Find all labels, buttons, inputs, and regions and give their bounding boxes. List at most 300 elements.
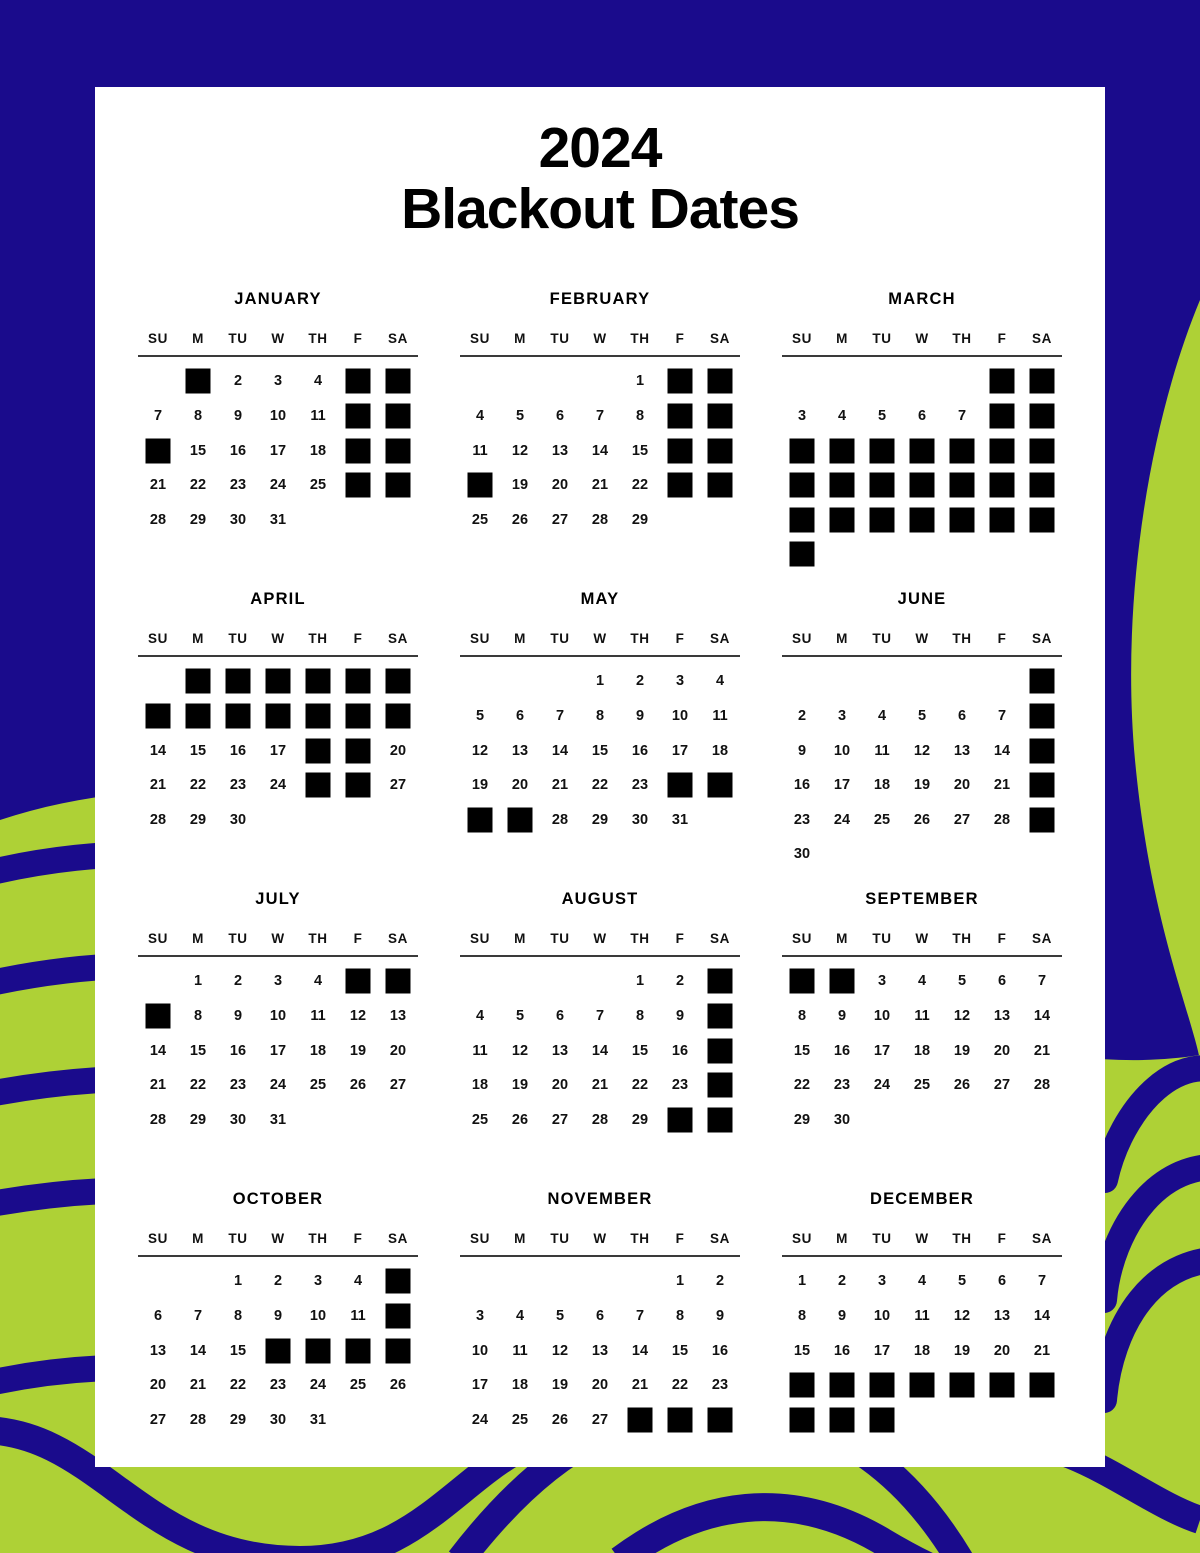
day-cell[interactable]: 27 — [389, 777, 407, 794]
day-cell-blackout[interactable] — [178, 664, 218, 699]
day-cell[interactable]: 1 — [797, 1273, 807, 1290]
day-cell[interactable]: 22 — [793, 1077, 811, 1094]
day-cell[interactable]: 28 — [149, 811, 167, 828]
day-cell[interactable]: 20 — [551, 1077, 569, 1094]
day-cell[interactable]: 26 — [953, 1077, 971, 1094]
day-cell[interactable]: 14 — [993, 742, 1011, 759]
day-cell[interactable]: 29 — [189, 811, 207, 828]
day-cell[interactable]: 24 — [269, 777, 287, 794]
day-cell[interactable]: 13 — [551, 442, 569, 459]
day-cell[interactable]: 13 — [953, 742, 971, 759]
day-cell[interactable]: 17 — [471, 1377, 489, 1394]
day-cell[interactable]: 14 — [1033, 1307, 1051, 1324]
day-cell[interactable]: 8 — [675, 1307, 685, 1324]
day-cell[interactable]: 7 — [555, 707, 565, 724]
day-cell-blackout[interactable] — [620, 1402, 660, 1437]
day-cell[interactable]: 8 — [595, 707, 605, 724]
day-cell[interactable]: 15 — [189, 742, 207, 759]
day-cell[interactable]: 14 — [189, 1342, 207, 1359]
day-cell[interactable]: 7 — [595, 1007, 605, 1024]
day-cell[interactable]: 20 — [953, 777, 971, 794]
day-cell[interactable]: 21 — [1033, 1042, 1051, 1059]
day-cell[interactable]: 24 — [309, 1377, 327, 1394]
day-cell-blackout[interactable] — [1022, 399, 1062, 434]
day-cell[interactable]: 5 — [957, 1273, 967, 1290]
day-cell-blackout[interactable] — [782, 502, 822, 537]
day-cell[interactable]: 11 — [914, 1307, 930, 1324]
day-cell-blackout[interactable] — [378, 664, 418, 699]
day-cell[interactable]: 8 — [797, 1307, 807, 1324]
day-cell[interactable]: 26 — [389, 1377, 407, 1394]
day-cell[interactable]: 21 — [149, 777, 167, 794]
day-cell-blackout[interactable] — [338, 768, 378, 803]
day-cell[interactable]: 25 — [913, 1077, 931, 1094]
day-cell[interactable]: 22 — [189, 777, 207, 794]
day-cell[interactable]: 16 — [229, 742, 247, 759]
day-cell-blackout[interactable] — [700, 964, 740, 999]
day-cell[interactable]: 15 — [591, 742, 609, 759]
day-cell-blackout[interactable] — [298, 1333, 338, 1368]
day-cell[interactable]: 6 — [555, 407, 565, 424]
day-cell[interactable]: 18 — [711, 742, 729, 759]
day-cell[interactable]: 21 — [189, 1377, 207, 1394]
day-cell[interactable]: 3 — [797, 407, 807, 424]
day-cell[interactable]: 4 — [715, 673, 725, 690]
day-cell-blackout[interactable] — [982, 468, 1022, 503]
day-cell[interactable]: 9 — [837, 1307, 847, 1324]
day-cell-blackout[interactable] — [338, 1333, 378, 1368]
day-cell[interactable]: 12 — [349, 1007, 367, 1024]
day-cell-blackout[interactable] — [822, 1368, 862, 1403]
day-cell[interactable]: 4 — [917, 973, 927, 990]
day-cell[interactable]: 5 — [917, 707, 927, 724]
day-cell[interactable]: 3 — [273, 973, 283, 990]
day-cell[interactable]: 26 — [551, 1411, 569, 1428]
day-cell[interactable]: 10 — [269, 407, 287, 424]
day-cell-blackout[interactable] — [982, 364, 1022, 399]
day-cell[interactable]: 23 — [711, 1377, 729, 1394]
day-cell-blackout[interactable] — [660, 1402, 700, 1437]
day-cell[interactable]: 28 — [591, 1111, 609, 1128]
day-cell[interactable]: 29 — [591, 811, 609, 828]
day-cell[interactable]: 26 — [913, 811, 931, 828]
day-cell[interactable]: 16 — [229, 1042, 247, 1059]
day-cell[interactable]: 21 — [551, 777, 569, 794]
day-cell-blackout[interactable] — [298, 664, 338, 699]
day-cell[interactable]: 21 — [149, 477, 167, 494]
day-cell[interactable]: 7 — [635, 1307, 645, 1324]
day-cell[interactable]: 13 — [591, 1342, 609, 1359]
day-cell-blackout[interactable] — [902, 502, 942, 537]
day-cell[interactable]: 31 — [309, 1411, 327, 1428]
day-cell[interactable]: 29 — [189, 1111, 207, 1128]
day-cell[interactable]: 20 — [149, 1377, 167, 1394]
day-cell-blackout[interactable] — [782, 433, 822, 468]
day-cell-blackout[interactable] — [862, 1402, 902, 1437]
day-cell[interactable]: 28 — [149, 511, 167, 528]
day-cell-blackout[interactable] — [338, 733, 378, 768]
day-cell[interactable]: 4 — [475, 407, 485, 424]
day-cell-blackout[interactable] — [338, 664, 378, 699]
day-cell-blackout[interactable] — [942, 502, 982, 537]
day-cell-blackout[interactable] — [782, 537, 822, 572]
day-cell-blackout[interactable] — [982, 1368, 1022, 1403]
day-cell[interactable]: 2 — [837, 1273, 847, 1290]
day-cell[interactable]: 21 — [1033, 1342, 1051, 1359]
day-cell[interactable]: 12 — [511, 442, 529, 459]
day-cell[interactable]: 6 — [957, 707, 967, 724]
day-cell[interactable]: 29 — [793, 1111, 811, 1128]
day-cell[interactable]: 12 — [953, 1307, 971, 1324]
day-cell[interactable]: 23 — [269, 1377, 287, 1394]
day-cell[interactable]: 23 — [229, 477, 247, 494]
day-cell[interactable]: 27 — [591, 1411, 609, 1428]
day-cell[interactable]: 24 — [269, 477, 287, 494]
day-cell[interactable]: 27 — [993, 1077, 1011, 1094]
day-cell[interactable]: 6 — [555, 1007, 565, 1024]
day-cell[interactable]: 2 — [233, 973, 243, 990]
day-cell[interactable]: 20 — [993, 1042, 1011, 1059]
day-cell-blackout[interactable] — [378, 468, 418, 503]
day-cell[interactable]: 30 — [229, 511, 247, 528]
day-cell[interactable]: 16 — [711, 1342, 729, 1359]
day-cell[interactable]: 24 — [873, 1077, 891, 1094]
day-cell[interactable]: 19 — [953, 1342, 971, 1359]
day-cell-blackout[interactable] — [660, 399, 700, 434]
day-cell[interactable]: 25 — [349, 1377, 367, 1394]
day-cell[interactable]: 21 — [993, 777, 1011, 794]
day-cell-blackout[interactable] — [378, 399, 418, 434]
day-cell[interactable]: 21 — [591, 1077, 609, 1094]
day-cell[interactable]: 4 — [313, 973, 323, 990]
day-cell[interactable]: 12 — [551, 1342, 569, 1359]
day-cell[interactable]: 10 — [309, 1307, 327, 1324]
day-cell-blackout[interactable] — [700, 399, 740, 434]
day-cell-blackout[interactable] — [1022, 699, 1062, 734]
day-cell[interactable]: 30 — [833, 1111, 851, 1128]
day-cell-blackout[interactable] — [1022, 468, 1062, 503]
day-cell[interactable]: 6 — [917, 407, 927, 424]
day-cell-blackout[interactable] — [378, 1333, 418, 1368]
day-cell-blackout[interactable] — [218, 699, 258, 734]
day-cell[interactable]: 27 — [551, 511, 569, 528]
day-cell[interactable]: 7 — [153, 407, 163, 424]
day-cell[interactable]: 13 — [389, 1007, 407, 1024]
day-cell[interactable]: 2 — [675, 973, 685, 990]
day-cell[interactable]: 5 — [515, 1007, 525, 1024]
day-cell[interactable]: 17 — [873, 1042, 891, 1059]
day-cell[interactable]: 20 — [993, 1342, 1011, 1359]
day-cell[interactable]: 20 — [389, 1042, 407, 1059]
day-cell[interactable]: 6 — [153, 1307, 163, 1324]
day-cell[interactable]: 11 — [310, 407, 326, 424]
day-cell[interactable]: 24 — [471, 1411, 489, 1428]
day-cell-blackout[interactable] — [338, 699, 378, 734]
day-cell[interactable]: 1 — [635, 973, 645, 990]
day-cell[interactable]: 20 — [389, 742, 407, 759]
day-cell[interactable]: 8 — [193, 407, 203, 424]
day-cell[interactable]: 9 — [837, 1007, 847, 1024]
day-cell[interactable]: 21 — [591, 477, 609, 494]
day-cell-blackout[interactable] — [902, 433, 942, 468]
day-cell-blackout[interactable] — [500, 802, 540, 837]
day-cell-blackout[interactable] — [862, 1368, 902, 1403]
day-cell[interactable]: 15 — [189, 442, 207, 459]
day-cell[interactable]: 10 — [671, 707, 689, 724]
day-cell-blackout[interactable] — [378, 433, 418, 468]
day-cell[interactable]: 23 — [671, 1077, 689, 1094]
day-cell[interactable]: 2 — [635, 673, 645, 690]
day-cell[interactable]: 23 — [631, 777, 649, 794]
day-cell-blackout[interactable] — [700, 433, 740, 468]
day-cell[interactable]: 4 — [917, 1273, 927, 1290]
day-cell[interactable]: 5 — [515, 407, 525, 424]
day-cell-blackout[interactable] — [178, 699, 218, 734]
day-cell[interactable]: 9 — [715, 1307, 725, 1324]
day-cell[interactable]: 3 — [877, 1273, 887, 1290]
day-cell-blackout[interactable] — [700, 1068, 740, 1103]
day-cell[interactable]: 14 — [1033, 1007, 1051, 1024]
day-cell-blackout[interactable] — [982, 399, 1022, 434]
day-cell[interactable]: 3 — [273, 373, 283, 390]
day-cell[interactable]: 12 — [511, 1042, 529, 1059]
day-cell-blackout[interactable] — [782, 964, 822, 999]
day-cell[interactable]: 5 — [877, 407, 887, 424]
day-cell[interactable]: 26 — [511, 1111, 529, 1128]
day-cell-blackout[interactable] — [298, 768, 338, 803]
day-cell[interactable]: 1 — [233, 1273, 243, 1290]
day-cell[interactable]: 28 — [993, 811, 1011, 828]
day-cell[interactable]: 4 — [475, 1007, 485, 1024]
day-cell[interactable]: 25 — [511, 1411, 529, 1428]
day-cell[interactable]: 14 — [631, 1342, 649, 1359]
day-cell-blackout[interactable] — [460, 802, 500, 837]
day-cell[interactable]: 15 — [631, 442, 649, 459]
day-cell-blackout[interactable] — [982, 433, 1022, 468]
day-cell[interactable]: 28 — [189, 1411, 207, 1428]
day-cell-blackout[interactable] — [902, 1368, 942, 1403]
day-cell[interactable]: 11 — [512, 1342, 528, 1359]
day-cell[interactable]: 9 — [273, 1307, 283, 1324]
day-cell[interactable]: 25 — [873, 811, 891, 828]
day-cell-blackout[interactable] — [378, 964, 418, 999]
day-cell[interactable]: 1 — [193, 973, 203, 990]
day-cell[interactable]: 1 — [595, 673, 605, 690]
day-cell[interactable]: 21 — [631, 1377, 649, 1394]
day-cell[interactable]: 8 — [635, 407, 645, 424]
day-cell-blackout[interactable] — [1022, 664, 1062, 699]
day-cell[interactable]: 16 — [671, 1042, 689, 1059]
day-cell-blackout[interactable] — [1022, 364, 1062, 399]
day-cell-blackout[interactable] — [378, 1264, 418, 1299]
day-cell[interactable]: 9 — [233, 1007, 243, 1024]
day-cell[interactable]: 27 — [953, 811, 971, 828]
day-cell-blackout[interactable] — [138, 433, 178, 468]
day-cell[interactable]: 28 — [149, 1111, 167, 1128]
day-cell[interactable]: 26 — [349, 1077, 367, 1094]
day-cell-blackout[interactable] — [258, 1333, 298, 1368]
day-cell[interactable]: 11 — [350, 1307, 366, 1324]
day-cell[interactable]: 28 — [551, 811, 569, 828]
day-cell-blackout[interactable] — [138, 999, 178, 1034]
day-cell[interactable]: 9 — [797, 742, 807, 759]
day-cell-blackout[interactable] — [700, 468, 740, 503]
day-cell[interactable]: 4 — [877, 707, 887, 724]
day-cell-blackout[interactable] — [378, 699, 418, 734]
day-cell-blackout[interactable] — [700, 999, 740, 1034]
day-cell-blackout[interactable] — [902, 468, 942, 503]
day-cell[interactable]: 14 — [149, 1042, 167, 1059]
day-cell-blackout[interactable] — [378, 364, 418, 399]
day-cell[interactable]: 2 — [273, 1273, 283, 1290]
day-cell[interactable]: 9 — [635, 707, 645, 724]
day-cell[interactable]: 8 — [635, 1007, 645, 1024]
day-cell[interactable]: 13 — [551, 1042, 569, 1059]
day-cell-blackout[interactable] — [138, 699, 178, 734]
day-cell-blackout[interactable] — [942, 1368, 982, 1403]
day-cell[interactable]: 19 — [913, 777, 931, 794]
day-cell[interactable]: 11 — [712, 707, 728, 724]
day-cell-blackout[interactable] — [298, 699, 338, 734]
day-cell[interactable]: 20 — [591, 1377, 609, 1394]
day-cell[interactable]: 11 — [310, 1007, 326, 1024]
day-cell-blackout[interactable] — [338, 433, 378, 468]
day-cell[interactable]: 30 — [229, 1111, 247, 1128]
day-cell[interactable]: 8 — [797, 1007, 807, 1024]
day-cell-blackout[interactable] — [338, 364, 378, 399]
day-cell[interactable]: 18 — [873, 777, 891, 794]
day-cell[interactable]: 4 — [515, 1307, 525, 1324]
day-cell-blackout[interactable] — [822, 1402, 862, 1437]
day-cell-blackout[interactable] — [1022, 1368, 1062, 1403]
day-cell[interactable]: 6 — [997, 1273, 1007, 1290]
day-cell-blackout[interactable] — [378, 1299, 418, 1334]
day-cell[interactable]: 11 — [472, 1042, 488, 1059]
day-cell[interactable]: 18 — [913, 1342, 931, 1359]
day-cell-blackout[interactable] — [1022, 502, 1062, 537]
day-cell[interactable]: 11 — [874, 742, 890, 759]
day-cell[interactable]: 1 — [675, 1273, 685, 1290]
day-cell[interactable]: 9 — [675, 1007, 685, 1024]
day-cell[interactable]: 15 — [189, 1042, 207, 1059]
day-cell-blackout[interactable] — [822, 964, 862, 999]
day-cell[interactable]: 16 — [833, 1042, 851, 1059]
day-cell[interactable]: 19 — [551, 1377, 569, 1394]
day-cell[interactable]: 7 — [595, 407, 605, 424]
day-cell[interactable]: 25 — [471, 1111, 489, 1128]
day-cell-blackout[interactable] — [178, 364, 218, 399]
day-cell[interactable]: 14 — [149, 742, 167, 759]
day-cell[interactable]: 30 — [229, 811, 247, 828]
day-cell-blackout[interactable] — [660, 1102, 700, 1137]
day-cell[interactable]: 17 — [269, 442, 287, 459]
day-cell[interactable]: 28 — [591, 511, 609, 528]
day-cell[interactable]: 22 — [189, 477, 207, 494]
day-cell[interactable]: 22 — [631, 477, 649, 494]
day-cell-blackout[interactable] — [338, 964, 378, 999]
day-cell[interactable]: 12 — [953, 1007, 971, 1024]
day-cell[interactable]: 22 — [189, 1077, 207, 1094]
day-cell[interactable]: 13 — [511, 742, 529, 759]
day-cell[interactable]: 18 — [913, 1042, 931, 1059]
day-cell[interactable]: 14 — [551, 742, 569, 759]
day-cell[interactable]: 14 — [591, 442, 609, 459]
day-cell[interactable]: 27 — [389, 1077, 407, 1094]
day-cell[interactable]: 13 — [993, 1307, 1011, 1324]
day-cell[interactable]: 27 — [551, 1111, 569, 1128]
day-cell[interactable]: 18 — [309, 1042, 327, 1059]
day-cell[interactable]: 28 — [1033, 1077, 1051, 1094]
day-cell[interactable]: 20 — [551, 477, 569, 494]
day-cell[interactable]: 23 — [833, 1077, 851, 1094]
day-cell[interactable]: 7 — [193, 1307, 203, 1324]
day-cell-blackout[interactable] — [942, 468, 982, 503]
day-cell-blackout[interactable] — [298, 733, 338, 768]
day-cell[interactable]: 4 — [353, 1273, 363, 1290]
day-cell[interactable]: 2 — [797, 707, 807, 724]
day-cell-blackout[interactable] — [1022, 802, 1062, 837]
day-cell-blackout[interactable] — [862, 433, 902, 468]
day-cell-blackout[interactable] — [700, 1033, 740, 1068]
day-cell-blackout[interactable] — [862, 502, 902, 537]
day-cell-blackout[interactable] — [258, 664, 298, 699]
day-cell-blackout[interactable] — [338, 468, 378, 503]
day-cell[interactable]: 17 — [269, 1042, 287, 1059]
day-cell[interactable]: 19 — [511, 1077, 529, 1094]
day-cell[interactable]: 17 — [269, 742, 287, 759]
day-cell[interactable]: 18 — [511, 1377, 529, 1394]
day-cell[interactable]: 31 — [269, 511, 287, 528]
day-cell[interactable]: 29 — [189, 511, 207, 528]
day-cell[interactable]: 5 — [475, 707, 485, 724]
day-cell[interactable]: 8 — [233, 1307, 243, 1324]
day-cell[interactable]: 18 — [309, 442, 327, 459]
day-cell[interactable]: 16 — [229, 442, 247, 459]
day-cell[interactable]: 7 — [1037, 973, 1047, 990]
day-cell[interactable]: 3 — [675, 673, 685, 690]
day-cell[interactable]: 19 — [471, 777, 489, 794]
day-cell-blackout[interactable] — [700, 364, 740, 399]
day-cell[interactable]: 16 — [793, 777, 811, 794]
day-cell[interactable]: 15 — [229, 1342, 247, 1359]
day-cell[interactable]: 22 — [229, 1377, 247, 1394]
day-cell[interactable]: 23 — [793, 811, 811, 828]
day-cell[interactable]: 26 — [511, 511, 529, 528]
day-cell[interactable]: 15 — [631, 1042, 649, 1059]
day-cell-blackout[interactable] — [660, 433, 700, 468]
day-cell[interactable]: 29 — [631, 1111, 649, 1128]
day-cell-blackout[interactable] — [782, 468, 822, 503]
day-cell[interactable]: 25 — [471, 511, 489, 528]
day-cell[interactable]: 16 — [631, 742, 649, 759]
day-cell-blackout[interactable] — [822, 502, 862, 537]
day-cell[interactable]: 15 — [793, 1342, 811, 1359]
day-cell-blackout[interactable] — [460, 468, 500, 503]
day-cell[interactable]: 22 — [631, 1077, 649, 1094]
day-cell[interactable]: 12 — [471, 742, 489, 759]
day-cell[interactable]: 20 — [511, 777, 529, 794]
day-cell-blackout[interactable] — [782, 1368, 822, 1403]
day-cell[interactable]: 7 — [997, 707, 1007, 724]
day-cell-blackout[interactable] — [982, 502, 1022, 537]
day-cell[interactable]: 10 — [873, 1307, 891, 1324]
day-cell[interactable]: 24 — [269, 1077, 287, 1094]
day-cell[interactable]: 25 — [309, 477, 327, 494]
day-cell[interactable]: 15 — [671, 1342, 689, 1359]
day-cell[interactable]: 6 — [515, 707, 525, 724]
day-cell[interactable]: 17 — [671, 742, 689, 759]
day-cell-blackout[interactable] — [660, 768, 700, 803]
